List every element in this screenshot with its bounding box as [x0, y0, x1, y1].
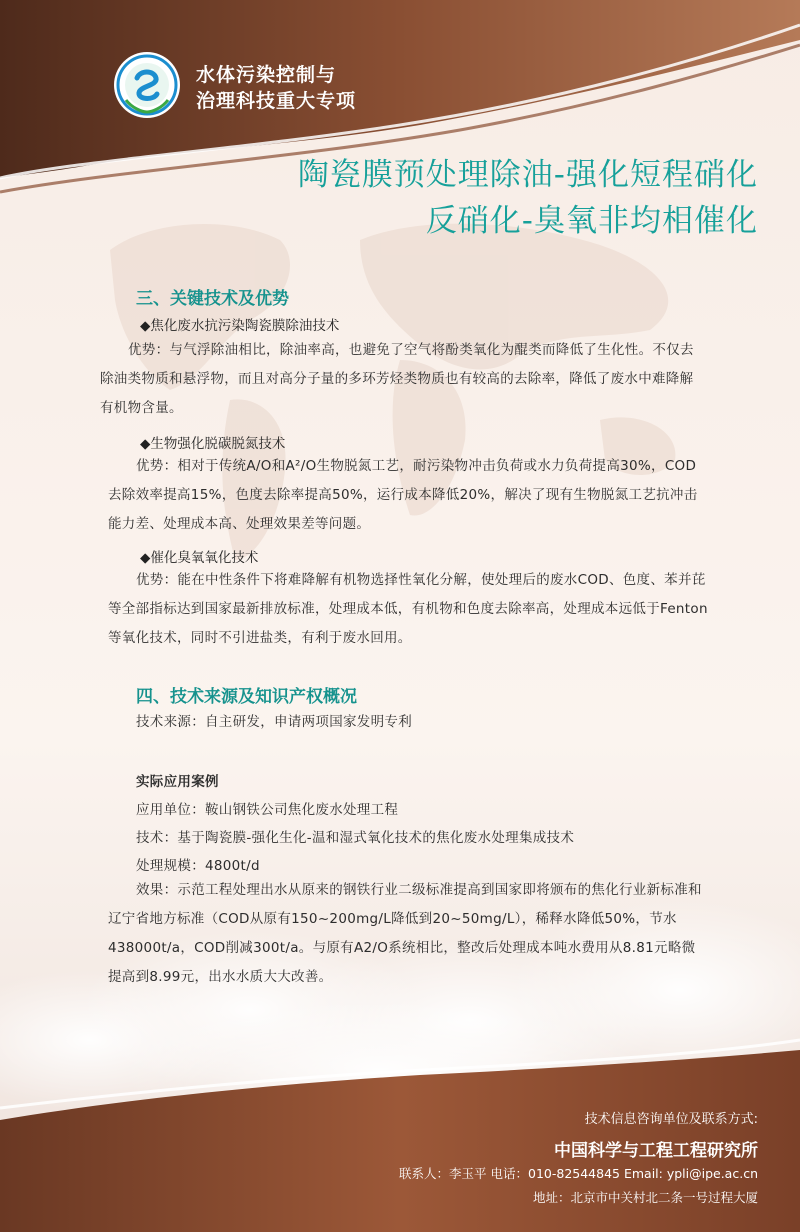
tech-source: 技术来源：自主研发，申请两项国家发明专利 — [136, 714, 412, 730]
tech3-name: ◆催化臭氧氧化技术 — [140, 550, 259, 566]
tech3-text: 优势：能在中性条件下将难降解有机物选择性氧化分解，使处理后的废水COD、色度、苯并芘等全部指标达到国家最新排放标准，处理成本低，有机物和色度去除率高，处理成本远低于Fenton等氧化技术，同时不引进盐类，有利于废水回用。 — [108, 572, 708, 646]
title-line1: 陶瓷膜预处理除油-强化短程硝化 — [297, 157, 758, 193]
case-tech: 技术：基于陶瓷膜-强化生化-温和湿式氧化技术的焦化废水处理集成技术 — [136, 830, 575, 846]
tech1-name: ◆焦化废水抗污染陶瓷膜除油技术 — [140, 318, 340, 334]
consult-label: 技术信息咨询单位及联系方式: — [584, 1112, 758, 1127]
contact-line: 联系人：李玉平 电话：010-82544845 Email: ypli@ipe.ac.cn — [399, 1166, 758, 1181]
tech2-name: ◆生物强化脱碳脱氮技术 — [140, 436, 286, 452]
section3-heading: 三、关键技术及优势 — [136, 289, 289, 309]
address-line: 地址：北京市中关村北二条一号过程大厦 — [532, 1190, 758, 1205]
case-scale: 处理规模：4800t/d — [136, 858, 260, 874]
title-line2: 反硝化-臭氧非均相催化 — [425, 203, 758, 239]
program-name — [196, 62, 356, 114]
case-heading: 实际应用案例 — [136, 774, 219, 790]
program-name-line1: 水体污染控制与 — [196, 64, 337, 86]
section4-heading: 四、技术来源及知识产权概况 — [136, 687, 357, 707]
case-unit: 应用单位：鞍山钢铁公司焦化废水处理工程 — [136, 802, 399, 818]
tech1-text: 优势：与气浮除油相比，除油率高，也避免了空气将酚类氧化为醌类而降低了生化性。不仅去除油类物质和悬浮物，而且对高分子量的多环芳烃类物质也有较高的去除率，降低了废水中难降解有机物含量。 — [100, 342, 694, 416]
water-program-logo-icon — [112, 50, 182, 120]
page-title — [298, 152, 758, 244]
case-effect: 效果：示范工程处理出水从原来的钢铁行业二级标准提高到国家即将颁布的焦化行业新标准和辽宁省地方标准（COD从原有150~200mg/L降低到20~50mg/L），稀释水降低50%，节水438000t/a，COD削减300t/a。与原有A2/O系统相比，整改后处理成本吨水费用从8.81元略微提高到8.99元，出水水质大大改善。 — [108, 882, 702, 985]
program-name-line2: 治理科技重大专项 — [196, 90, 357, 112]
tech2-text: 优势：相对于传统A/O和A²/O生物脱氮工艺，耐污染物冲击负荷或水力负荷提高30%，COD去除效率提高15%，色度去除率提高50%，运行成本降低20%，解决了现有生物脱氮工艺抗冲击能力差、处理成本高、处理效果差等问题。 — [108, 458, 698, 532]
organization-name: 中国科学与工程工程研究所 — [554, 1141, 758, 1161]
